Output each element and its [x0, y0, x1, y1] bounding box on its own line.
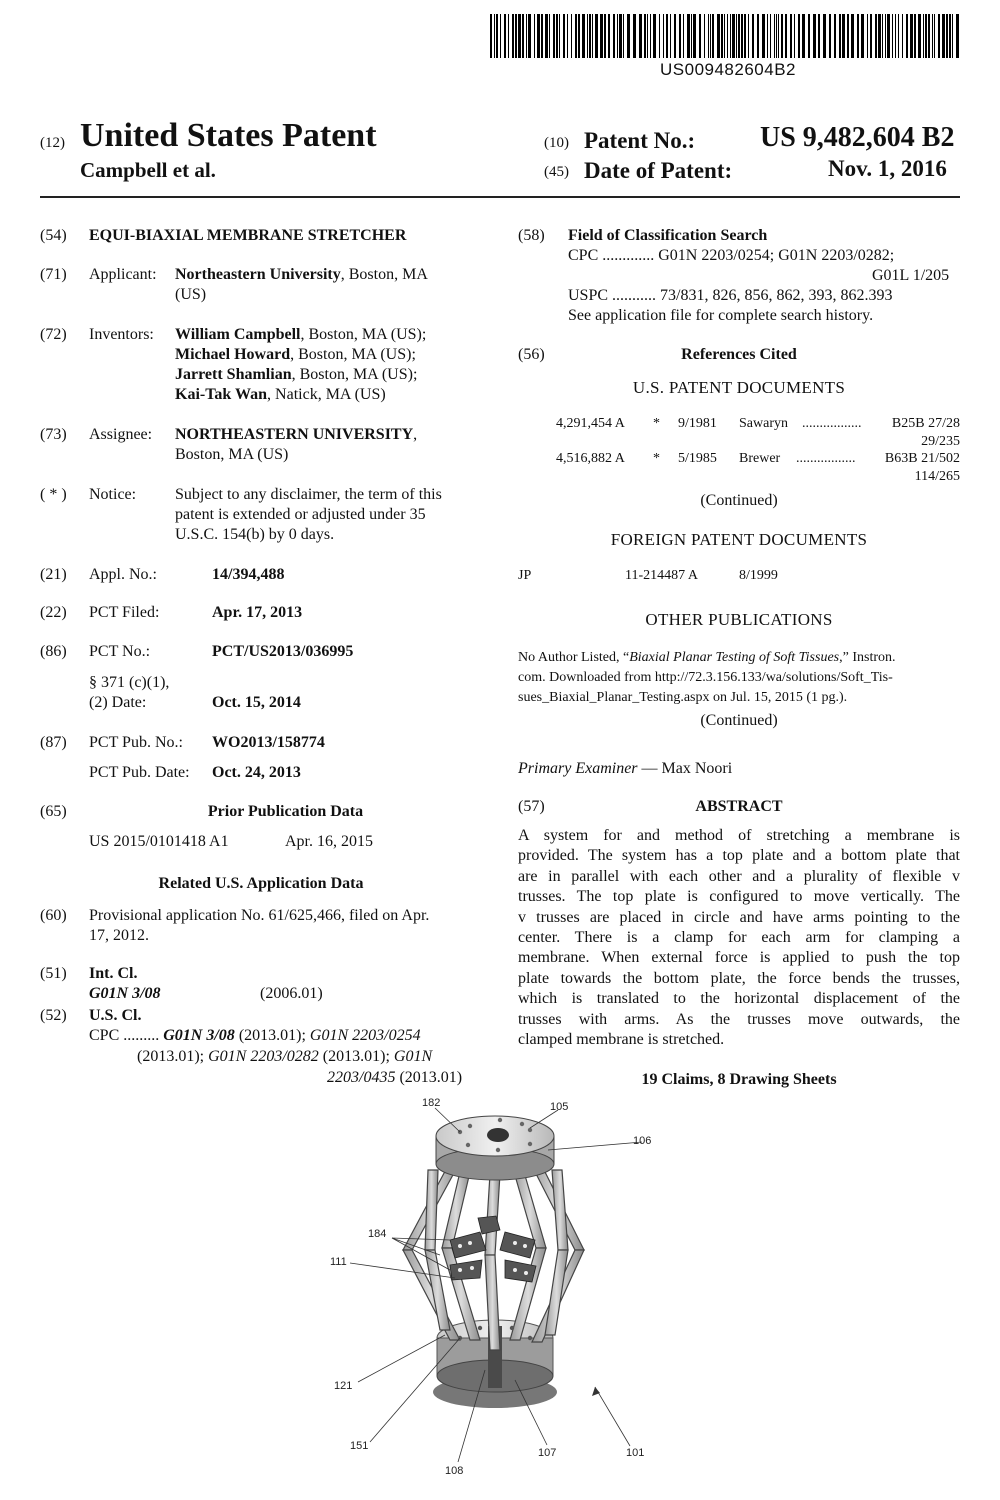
barcode-bar: [748, 14, 749, 58]
barcode-bar: [946, 14, 948, 58]
barcode-bar: [617, 14, 618, 58]
barcode-bar: [752, 14, 754, 58]
us-doc-class-2: 29/235: [921, 434, 960, 449]
refs-heading: References Cited: [681, 346, 797, 363]
patent-no-label: Patent No.:: [584, 128, 696, 153]
notice-line: Subject to any disclaimer, the term of this: [175, 486, 442, 503]
applicant-country: (US): [175, 286, 207, 303]
barcode-bar: [508, 14, 509, 58]
inventor-name: William Campbell: [175, 326, 301, 343]
barcode-bar: [518, 14, 521, 58]
us-docs-heading: U.S. PATENT DOCUMENTS: [632, 378, 846, 397]
s371-label: § 371 (c)(1),: [89, 674, 170, 691]
barcode-bar: [895, 14, 896, 58]
abstract-text: [518, 826, 960, 1050]
fig-label-111: 111: [330, 1256, 347, 1268]
abstract-line: provided. The system has a top plate and a bottom plate that: [518, 847, 960, 865]
refs-code: (56): [518, 346, 545, 363]
claims-summary: 19 Claims, 8 Drawing Sheets: [641, 1071, 837, 1088]
us-doc-class: B63B 21/502: [884, 451, 960, 466]
us-doc-date: 9/1981: [678, 416, 717, 431]
barcode-bar: [659, 14, 660, 58]
barcode-bar: [918, 14, 921, 58]
barcode-bar: [674, 14, 676, 58]
barcode-bar: [537, 14, 540, 58]
continued-us: (Continued): [700, 492, 778, 509]
date-label: Date of Patent:: [584, 158, 733, 183]
barcode-bar: [932, 14, 933, 58]
barcode-bar: [592, 14, 593, 58]
barcode-bar: [923, 14, 924, 58]
pct-no-label: PCT No.:: [89, 643, 151, 660]
barcode-bar: [813, 14, 816, 58]
barcode-bar: [861, 14, 864, 58]
barcode-bar: [623, 14, 624, 58]
cpc-class-2: G01N 2203/0254: [309, 1027, 421, 1044]
barcode-bar: [781, 14, 783, 58]
barcode: [490, 14, 960, 58]
uscl-cpc-line3: [327, 1068, 462, 1088]
barcode-bar: [575, 14, 577, 58]
barcode-bar: [738, 14, 740, 58]
us-doc-date: 5/1985: [678, 451, 717, 466]
barcode-bars: [490, 14, 960, 58]
barcode-bar: [699, 14, 701, 58]
abstract-line: A system for and method of stretching a membrane is: [518, 827, 960, 844]
barcode-bar: [732, 14, 735, 58]
fig-label-182: 182: [422, 1097, 441, 1109]
prior-no: US 2015/0101418 A1: [89, 833, 229, 850]
us-doc-no: 4,516,882 A: [556, 451, 625, 466]
examiner-name: Max Noori: [661, 760, 733, 777]
barcode-bar: [549, 14, 550, 58]
barcode-bar: [600, 14, 603, 58]
barcode-bar: [770, 14, 771, 58]
prior-code: (65): [40, 803, 67, 820]
inventor-line: [175, 385, 426, 405]
barcode-bar: [724, 14, 725, 58]
field-heading: Field of Classification Search: [568, 227, 768, 244]
other-pub-source: ,” Instron.: [839, 650, 896, 665]
barcode-bar: [633, 14, 636, 58]
barcode-bar: [952, 14, 953, 58]
fig-label-106: 106: [633, 1135, 652, 1147]
notice-line: U.S.C. 154(b) by 0 days.: [175, 526, 335, 543]
barcode-bar: [727, 14, 728, 58]
barcode-bar: [925, 14, 927, 58]
patent-title: EQUI-BIAXIAL MEMBRANE STRETCHER: [89, 227, 407, 244]
barcode-bar: [778, 14, 779, 58]
appl-code: (21): [40, 566, 67, 583]
barcode-bar: [589, 14, 591, 58]
barcode-bar: [887, 14, 890, 58]
notice-code: ( * ): [40, 486, 67, 503]
barcode-bar: [717, 14, 720, 58]
barcode-bar: [647, 14, 648, 58]
abstract-code: (57): [518, 798, 545, 815]
inventors-code: (72): [40, 326, 67, 343]
barcode-bar: [870, 14, 872, 58]
pct-filed-code: (22): [40, 604, 67, 621]
other-pub-line: [518, 648, 960, 668]
other-pub: [518, 648, 960, 708]
abstract-line: center. There is a clamp for each arm for clamping a: [518, 929, 960, 947]
barcode-bar: [875, 14, 877, 58]
barcode-bar: [587, 14, 588, 58]
barcode-bar: [842, 14, 845, 58]
barcode-bar: [708, 14, 709, 58]
patent-date: Nov. 1, 2016: [828, 156, 947, 181]
cpc-year-1: (2013.01);: [234, 1027, 310, 1044]
uscl-cpc-line2: [137, 1047, 432, 1067]
barcode-bar: [736, 14, 737, 58]
inventor-line: [175, 365, 426, 385]
applicant-name: Northeastern University: [175, 266, 341, 283]
us-doc-class: B25B 27/28: [891, 416, 960, 431]
appl-no: 14/394,488: [212, 566, 285, 583]
barcode-bar: [910, 14, 913, 58]
related-heading: Related U.S. Application Data: [158, 875, 364, 892]
barcode-bar: [902, 14, 903, 58]
notice-text: [175, 485, 482, 545]
abstract-heading: ABSTRACT: [695, 798, 783, 815]
fig-label-107: 107: [538, 1447, 557, 1459]
barcode-bar: [798, 14, 800, 58]
notice-label: Notice:: [89, 486, 137, 503]
us-doc-name: Sawaryn: [739, 416, 788, 431]
field-see: See application file for complete search history.: [568, 307, 874, 324]
assignee-code: (73): [40, 426, 67, 443]
barcode-bar: [730, 14, 731, 58]
barcode-bar: [556, 14, 558, 58]
fig-label-121: 121: [334, 1380, 353, 1392]
cpc-label: CPC .........: [89, 1027, 160, 1044]
pub-no-code: (87): [40, 734, 67, 751]
inventors-list: [175, 325, 426, 405]
examiner-sep: —: [637, 760, 662, 777]
barcode-bar: [776, 14, 777, 58]
barcode-bar: [808, 14, 810, 58]
foreign-heading: FOREIGN PATENT DOCUMENTS: [610, 530, 868, 549]
inventors-short: Campbell et al.: [80, 158, 216, 182]
other-pub-author: No Author Listed, “: [518, 650, 630, 665]
barcode-bar: [898, 14, 899, 58]
applicant: [175, 265, 428, 285]
barcode-bar: [762, 14, 765, 58]
provisional-line: 17, 2012.: [89, 927, 149, 944]
other-pub-title: Biaxial Planar Testing of Soft Tissues: [629, 650, 840, 665]
barcode-bar: [878, 14, 881, 58]
s371-date-label: (2) Date:: [89, 694, 147, 711]
prior-date: Apr. 16, 2015: [285, 833, 373, 850]
barcode-bar: [847, 14, 849, 58]
barcode-bar: [851, 14, 854, 58]
barcode-bar: [956, 14, 959, 58]
barcode-bar: [608, 14, 610, 58]
barcode-bar: [802, 14, 805, 58]
barcode-bar: [545, 14, 548, 58]
top-plate-hole: [487, 1128, 509, 1142]
barcode-bar: [528, 14, 531, 58]
barcode-bar: [934, 14, 935, 58]
barcode-bar: [914, 14, 916, 58]
header-code-10: (10): [544, 135, 569, 151]
provisional-code: (60): [40, 907, 67, 924]
inventor-name: Jarrett Shamlian: [175, 366, 292, 383]
inventors-label: Inventors:: [89, 326, 154, 343]
foreign-no: 11-214487 A: [625, 568, 698, 583]
abstract-line: clamped membrane is stretched.: [518, 1031, 725, 1049]
abstract-line: trusses. The top plate is configured to move vertically. The: [518, 888, 960, 906]
other-pub-line: com. Downloaded from http://72.3.156.133/wa/solutions/Soft_Tis-: [518, 670, 893, 685]
barcode-bar: [882, 14, 883, 58]
inventor-location: , Boston, MA (US);: [300, 326, 427, 343]
barcode-bar: [515, 14, 517, 58]
field-cpc: CPC ............. G01N 2203/0254; G01N 2203/0282;: [568, 247, 895, 264]
inventor-location: , Natick, MA (US): [267, 386, 386, 403]
barcode-bar: [704, 14, 705, 58]
header-code-12: (12): [40, 135, 65, 151]
fig-label-184: 184: [368, 1228, 387, 1240]
barcode-bar: [619, 14, 622, 58]
barcode-bar: [892, 14, 893, 58]
abstract-line: plate towards the bottom plate, the force bends the trusses,: [518, 969, 960, 987]
inventor-name: Michael Howard: [175, 346, 291, 363]
abstract-line: trusses with arms. As the trusses move outwards, the: [518, 1010, 960, 1028]
barcode-bar: [644, 14, 646, 58]
foreign-country: JP: [518, 568, 532, 583]
cpc-class-3: G01N 2203/0282: [208, 1048, 319, 1065]
membrane-stretcher-drawing: [300, 1090, 680, 1490]
barcode-bar: [721, 14, 723, 58]
barcode-bar: [744, 14, 746, 58]
us-doc-star: *: [653, 451, 660, 466]
v-trusses: [403, 1162, 584, 1350]
us-doc-class-2: 114/265: [914, 469, 960, 484]
pub-date: Oct. 24, 2013: [212, 764, 301, 781]
barcode-bar: [942, 14, 945, 58]
barcode-bar: [857, 14, 859, 58]
barcode-bar: [867, 14, 868, 58]
us-doc-name: Brewer: [739, 451, 781, 466]
barcode-bar: [710, 14, 711, 58]
barcode-bar: [741, 14, 743, 58]
barcode-bar: [627, 14, 630, 58]
patent-type: United States Patent: [80, 117, 377, 154]
barcode-bar: [553, 14, 555, 58]
barcode-bar: [500, 14, 501, 58]
barcode-bar: [691, 14, 692, 58]
barcode-bar: [712, 14, 714, 58]
inventor-line: [175, 325, 426, 345]
provisional-line: Provisional application No. 61/625,466, filed on Apr.: [89, 907, 430, 924]
field-cpc-cont: G01L 1/205: [872, 267, 950, 284]
assignee-label: Assignee:: [89, 426, 153, 443]
barcode-bar: [818, 14, 820, 58]
barcode-bar: [938, 14, 940, 58]
cpc-class-1: G01N 3/08: [163, 1027, 235, 1044]
header-code-45: (45): [544, 164, 569, 180]
barcode-bar: [687, 14, 690, 58]
fig-label-108: 108: [445, 1465, 464, 1477]
barcode-bar: [595, 14, 598, 58]
barcode-bar: [670, 14, 671, 58]
barcode-bar: [906, 14, 908, 58]
foreign-date: 8/1999: [739, 568, 778, 583]
s371-date: Oct. 15, 2014: [212, 694, 301, 711]
inventor-name: Kai-Tak Wan: [175, 386, 268, 403]
fig-label-151: 151: [350, 1440, 369, 1452]
barcode-bar: [693, 14, 696, 58]
continued-other: (Continued): [700, 712, 778, 729]
assignee-comma: ,: [413, 426, 418, 443]
patent-no: US 9,482,604 B2: [760, 122, 955, 153]
barcode-bar: [767, 14, 768, 58]
barcode-bar: [834, 14, 836, 58]
pct-no-code: (86): [40, 643, 67, 660]
abstract-line: membrane. When external force is applied to push the top: [518, 949, 960, 967]
inventor-line: [175, 345, 426, 365]
header-rule: [40, 196, 960, 198]
barcode-bar: [578, 14, 580, 58]
barcode-bar: [494, 14, 495, 58]
appl-label: Appl. No.:: [89, 566, 157, 583]
applicant-label: Applicant:: [89, 266, 157, 283]
barcode-bar: [496, 14, 498, 58]
barcode-bar: [794, 14, 795, 58]
cpc-year-3: (2013.01);: [318, 1048, 394, 1065]
uscl-code: (52): [40, 1007, 67, 1024]
barcode-bar: [559, 14, 560, 58]
barcode-bar: [563, 14, 565, 58]
barcode-bar: [663, 14, 664, 58]
intcl-year: (2006.01): [260, 985, 323, 1002]
examiner-label: Primary Examiner: [518, 760, 638, 777]
examiner: [518, 759, 732, 779]
pct-filed-date: Apr. 17, 2013: [212, 604, 303, 621]
pub-no-label: PCT Pub. No.:: [89, 734, 183, 751]
assignee-location: Boston, MA (US): [175, 446, 289, 463]
barcode-bar: [582, 14, 585, 58]
inventor-location: , Boston, MA (US);: [291, 366, 418, 383]
prior-heading: Prior Publication Data: [207, 803, 364, 820]
uscl-label: U.S. Cl.: [89, 1007, 142, 1024]
inventor-location: , Boston, MA (US);: [290, 346, 416, 363]
arrow-head: [592, 1387, 600, 1396]
barcode-bar: [639, 14, 642, 58]
abstract-line: are in parallel with each other and a plurality of flexible v: [518, 867, 960, 885]
barcode-bar: [839, 14, 841, 58]
barcode-bar: [790, 14, 792, 58]
barcode-bar: [928, 14, 930, 58]
intcl-code: (51): [40, 965, 67, 982]
assignee-name: NORTHEASTERN UNIVERSITY: [175, 426, 414, 443]
barcode-bar: [949, 14, 951, 58]
barcode-bar: [504, 14, 506, 58]
barcode-bar: [666, 14, 668, 58]
barcode-bar: [650, 14, 651, 58]
barcode-bar: [604, 14, 606, 58]
barcode-bar: [774, 14, 775, 58]
us-doc-no: 4,291,454 A: [556, 416, 625, 431]
field-code: (58): [518, 227, 545, 244]
barcode-bar: [785, 14, 787, 58]
cpc-year-2: (2013.01);: [137, 1048, 209, 1065]
barcode-bar: [829, 14, 831, 58]
applicant-code: (71): [40, 266, 67, 283]
abstract-line: v trusses are placed in circle and have arms pointing to the: [518, 908, 960, 926]
us-doc-dots: .................: [802, 416, 862, 431]
barcode-bar: [683, 14, 684, 58]
intcl-label: Int. Cl.: [89, 965, 138, 982]
pct-no: PCT/US2013/036995: [212, 643, 354, 660]
assignee: [175, 425, 417, 445]
patent-figure: [300, 1090, 680, 1490]
other-pub-line: sues_Biaxial_Planar_Testing.aspx on Jul. 15, 2015 (1 pg.).: [518, 690, 848, 705]
barcode-bar: [571, 14, 572, 58]
barcode-bar: [567, 14, 568, 58]
pct-filed-label: PCT Filed:: [89, 604, 160, 621]
fig-label-101: 101: [626, 1447, 645, 1459]
notice-line: patent is extended or adjusted under 35: [175, 506, 426, 523]
other-pubs-heading: OTHER PUBLICATIONS: [645, 610, 833, 629]
intcl-class: G01N 3/08: [89, 985, 161, 1002]
title-code: (54): [40, 227, 67, 244]
barcode-bar: [526, 14, 527, 58]
cpc-class-4a: G01N: [393, 1048, 433, 1065]
field-uspc: USPC ........... 73/831, 826, 856, 862, 393, 862.393: [568, 287, 893, 304]
barcode-bar: [522, 14, 524, 58]
cpc-class-4b: 2203/0435: [327, 1069, 396, 1086]
barcode-bar: [512, 14, 514, 58]
abstract-line: which is translated to the horizontal displacement of the: [518, 990, 960, 1008]
fig-label-105: 105: [550, 1101, 569, 1113]
applicant-location: , Boston, MA: [340, 266, 428, 283]
uscl-cpc-line1: [89, 1026, 421, 1046]
barcode-bar: [534, 14, 535, 58]
barcode-bar: [885, 14, 886, 58]
barcode-bar: [679, 14, 681, 58]
pub-no: WO2013/158774: [212, 734, 325, 751]
us-doc-star: *: [653, 416, 660, 431]
barcode-bar: [653, 14, 656, 58]
barcode-bar: [823, 14, 826, 58]
provisional-text: [89, 906, 482, 946]
barcode-number: US009482604B2: [660, 60, 797, 79]
barcode-bar: [613, 14, 615, 58]
barcode-bar: [541, 14, 543, 58]
barcode-bar: [757, 14, 759, 58]
us-doc-dots: .................: [796, 451, 856, 466]
pub-date-label: PCT Pub. Date:: [89, 764, 190, 781]
cpc-year-4: (2013.01): [395, 1069, 463, 1086]
barcode-bar: [490, 14, 492, 58]
